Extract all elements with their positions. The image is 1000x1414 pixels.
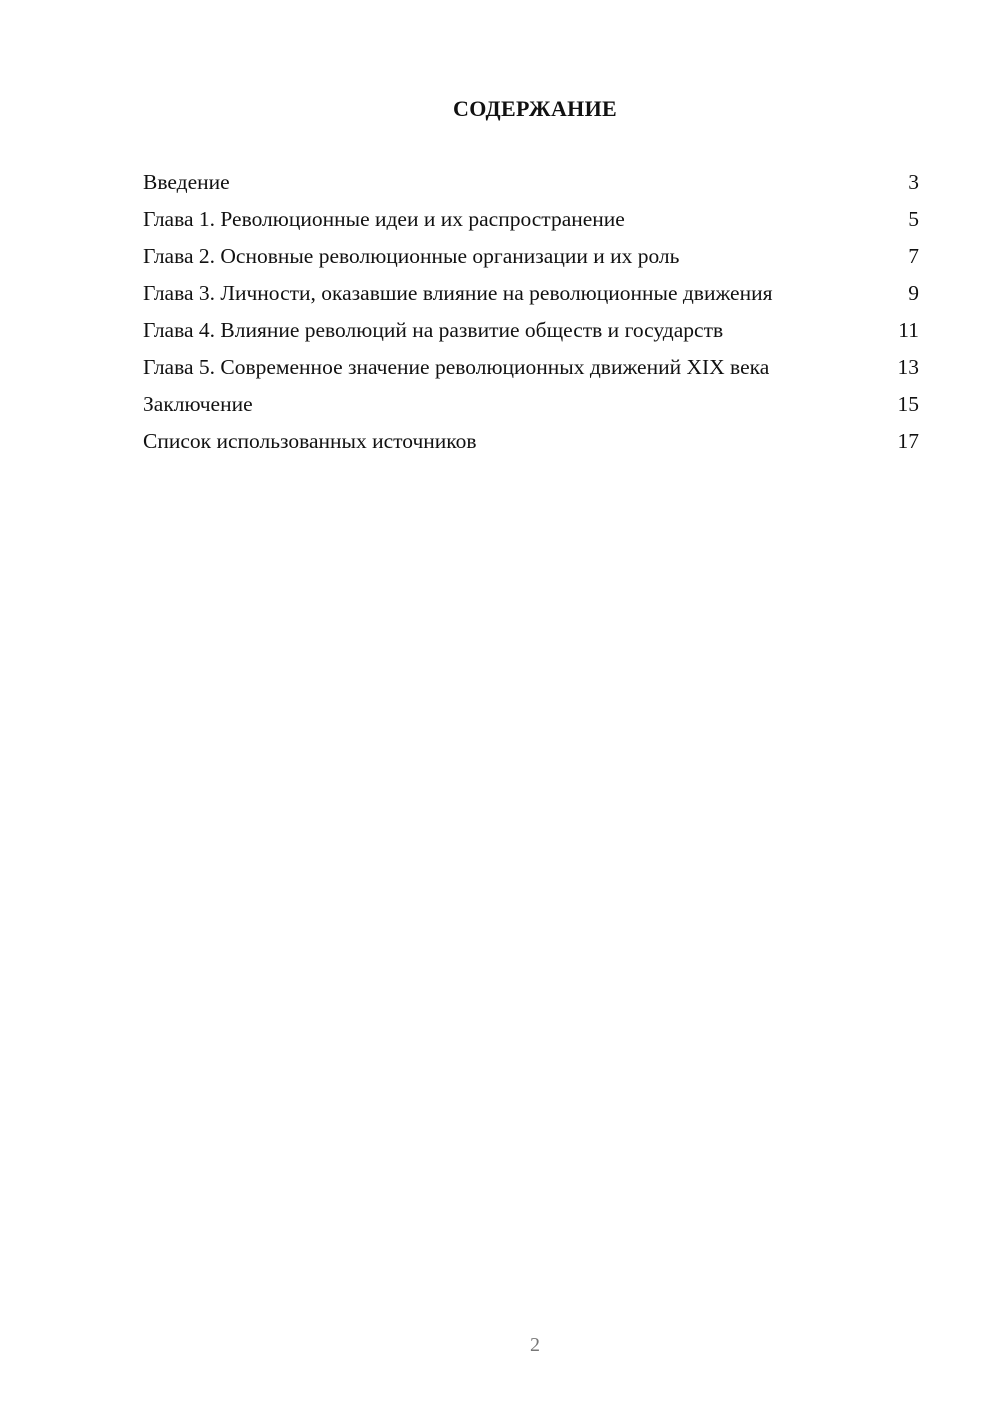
toc-entry-references xyxy=(143,428,919,454)
toc-entry-label: Введение xyxy=(143,170,230,194)
toc-entry-chapter-1 xyxy=(143,206,919,232)
toc-entry-page: 15 xyxy=(897,392,919,416)
toc-entry-page: 3 xyxy=(908,170,919,194)
toc-entry-page: 13 xyxy=(897,355,919,379)
toc-entry-chapter-3 xyxy=(143,280,919,306)
toc-entry-page: 5 xyxy=(908,207,919,231)
toc-entry-chapter-5 xyxy=(143,354,919,380)
page-number: 2 xyxy=(530,1334,540,1356)
toc-entry-label: Глава 1. Революционные идеи и их распространение xyxy=(143,207,625,231)
toc-entry-chapter-2 xyxy=(143,243,919,269)
toc-entry-page: 7 xyxy=(908,244,919,268)
toc-entry-page: 9 xyxy=(908,281,919,305)
toc-entry-page: 11 xyxy=(898,318,919,342)
toc-entry-conclusion xyxy=(143,391,919,417)
toc-entry-chapter-4 xyxy=(143,317,919,343)
toc-entry-page: 17 xyxy=(897,429,919,453)
toc-entry-introduction xyxy=(143,169,919,195)
toc-entry-label: Глава 4. Влияние революций на развитие обществ и государств xyxy=(143,318,724,342)
page-title: СОДЕРЖАНИЕ xyxy=(453,96,617,121)
table-of-contents xyxy=(143,169,919,465)
toc-entry-label: Список использованных источников xyxy=(143,429,477,453)
toc-entry-label: Глава 5. Современное значение революционных движений XIX века xyxy=(143,355,770,379)
toc-entry-label: Глава 3. Личности, оказавшие влияние на революционные движения xyxy=(143,281,773,305)
toc-entry-label: Глава 2. Основные революционные организации и их роль xyxy=(143,244,680,268)
toc-entry-label: Заключение xyxy=(143,392,253,416)
